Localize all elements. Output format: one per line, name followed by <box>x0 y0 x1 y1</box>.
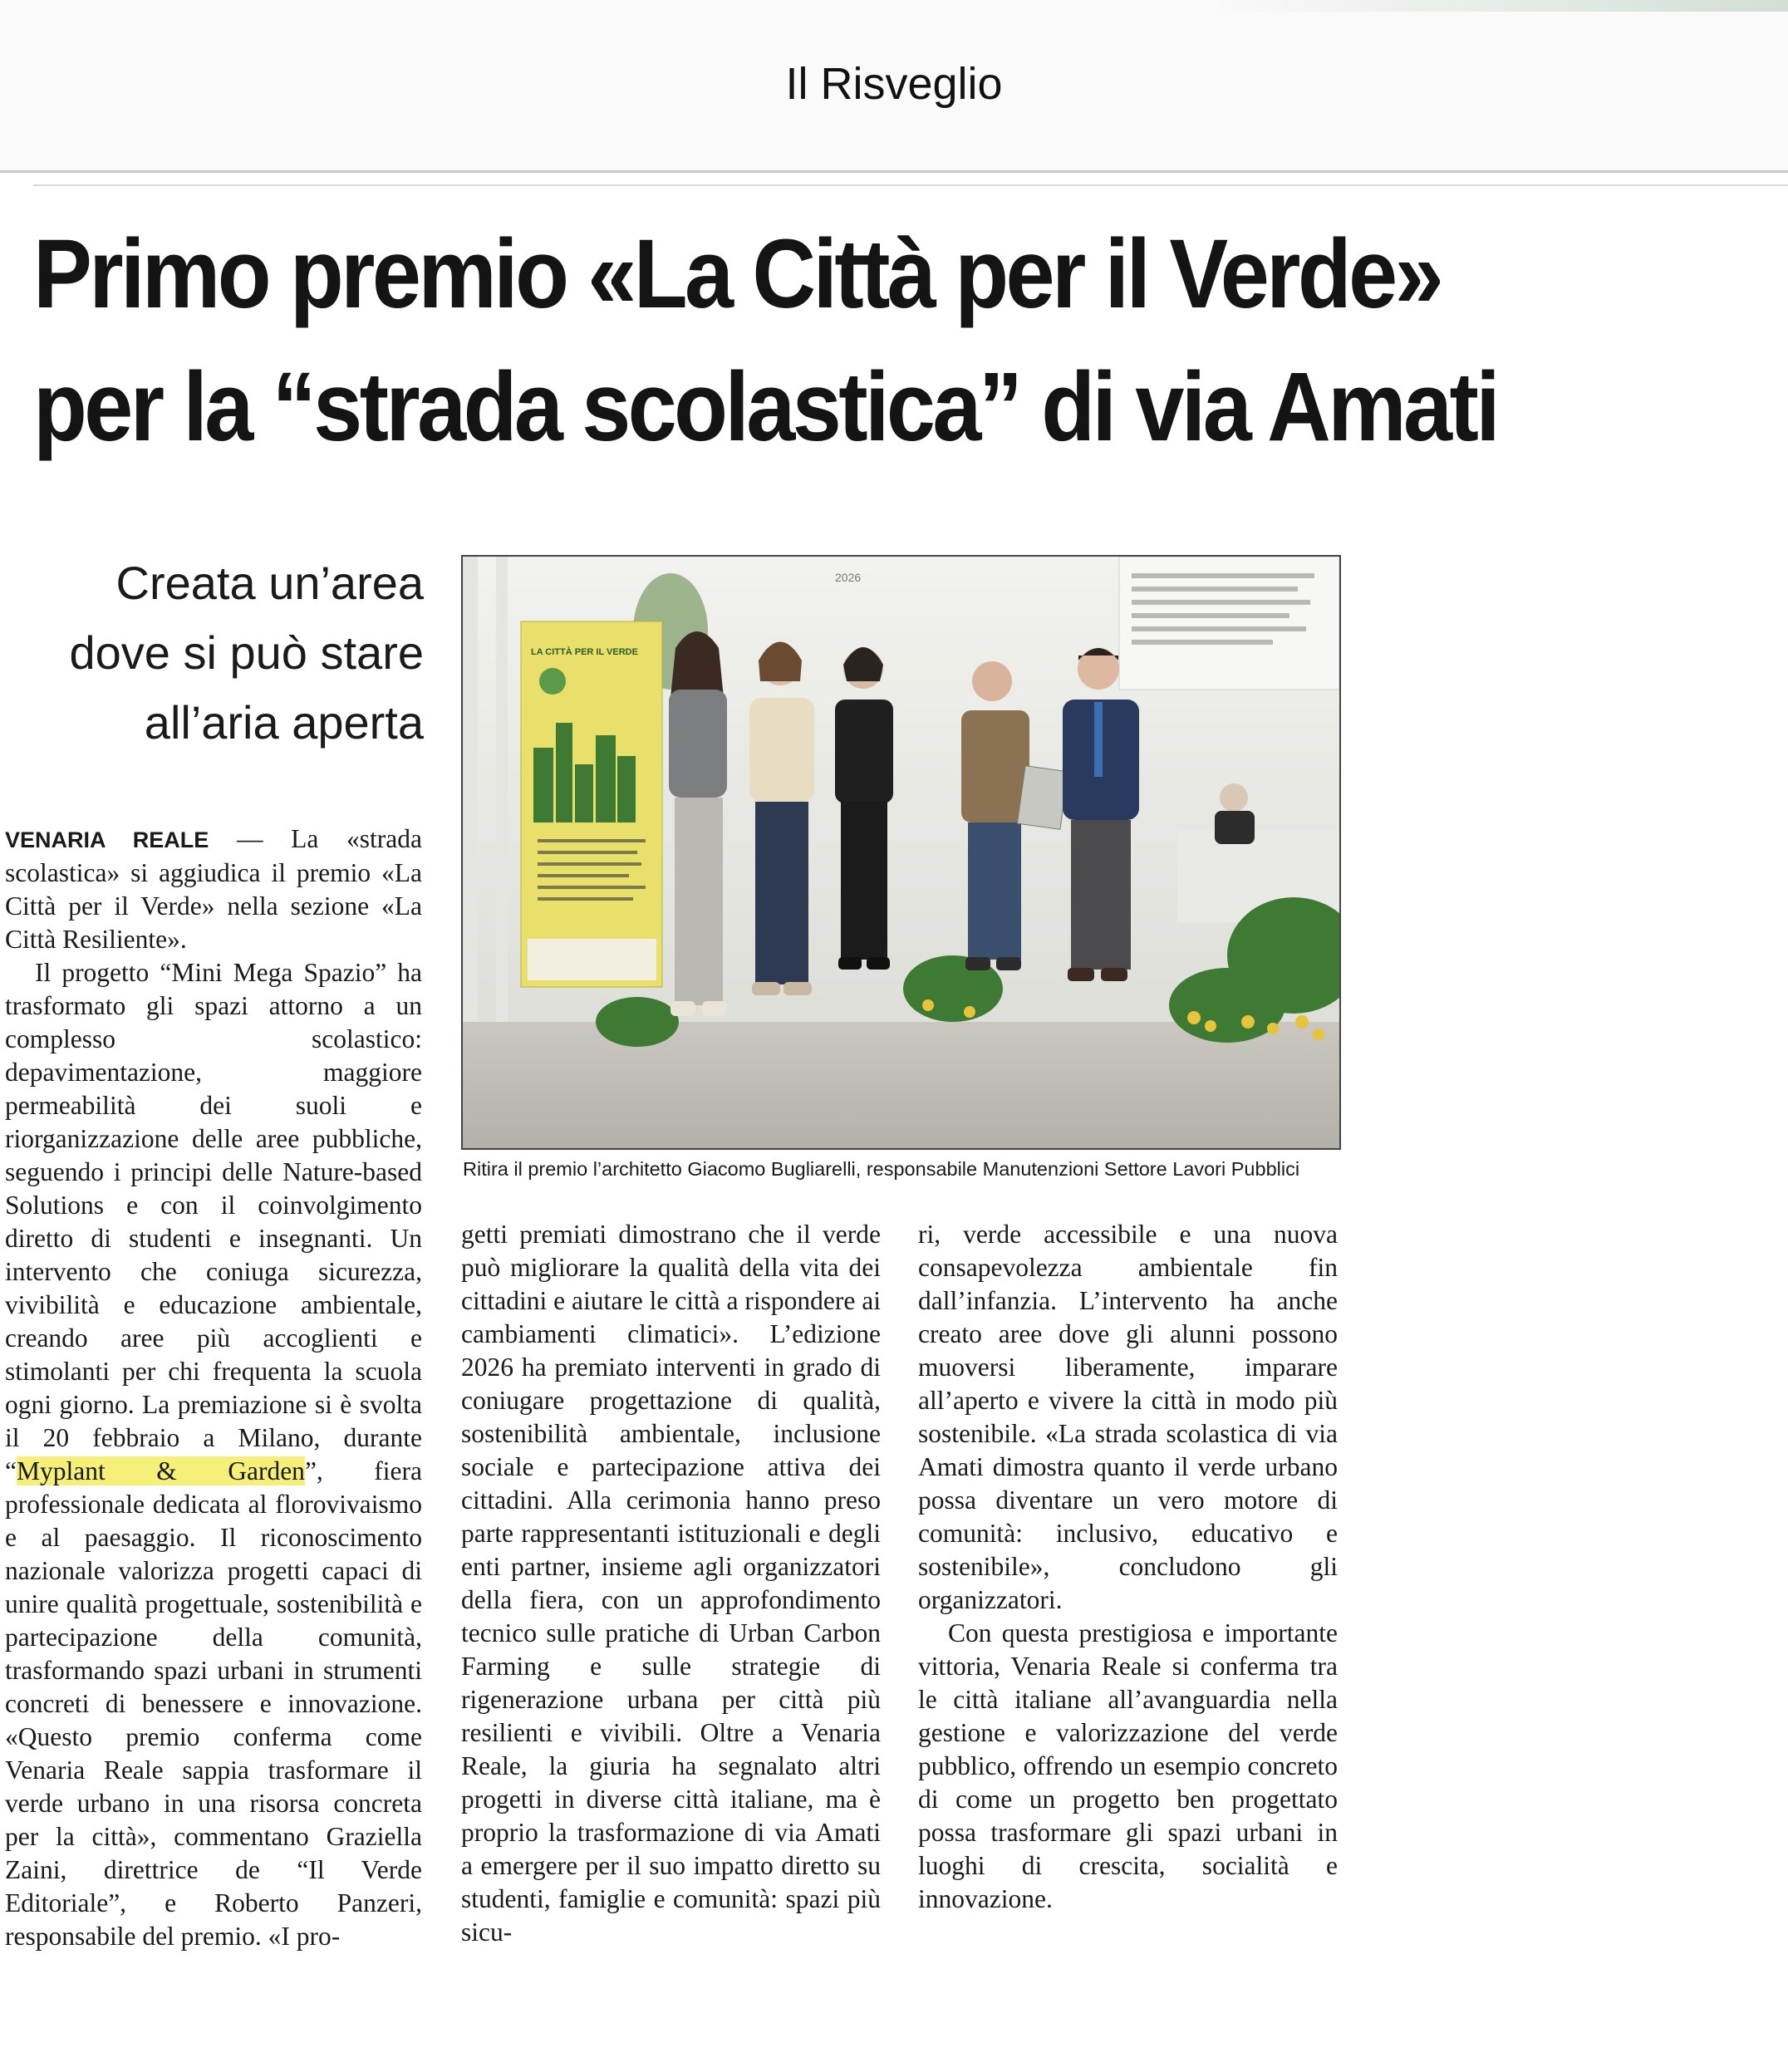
body-text-part-a: Il progetto “Mini Mega Spazio” ha trasformato gli spazi attorno a un complesso scolastico: depavimentazione, maggiore permeabilità dei suoli e riorganizzazione delle aree pubbliche, seguendo i principi delle Nature-based Solutions e con il coinvolgimento diretto di studenti e insegnanti. Un intervento che coniuga sicurezza, vivibilità e educazione ambientale, creando aree più accoglienti e stimolanti per chi frequenta la scuola ogni giorno. La premiazione si è svolta il 20 febbraio a Milano, durante “ <box>5 958 422 1485</box>
award-banner <box>521 621 662 987</box>
body-paragraph: getti premiati dimostrano che il verde può migliorare la qualità della vita dei cittadini e aiutare le città a rispondere ai cambiamenti climatici». L’edizione 2026 ha premiato interventi in grado di coniugare progettazione di qualità, sostenibilità ambientale, inclusione sociale e partecipazione attiva dei cittadini. Alla cerimonia hanno preso parte rappresentanti istituzionali e degli enti partner, insieme agli organizzatori della fiera, con un approfondimento tecnico sulle pratiche di Urban Carbon Farming e sulle strategie di rigenerazione urbana per città più resilienti e vivibili. Oltre a Venaria Reale, la giuria ha segnalato altri progetti in diverse città italiane, ma è proprio la trasformazione di via Amati a emergere per il suo impatto diretto su studenti, famiglie e comunità: spazi più sicu- <box>461 1220 881 1947</box>
article-headline <box>33 208 1604 474</box>
article-column-2 <box>461 1218 881 1949</box>
headline-line-2: per la “strada scolastica” di via Amati <box>33 352 1498 462</box>
article-column-3 <box>918 1218 1338 1916</box>
article-photo <box>461 555 1341 1150</box>
subhead-line-1: Creata un’area <box>115 557 424 609</box>
page-header <box>0 0 1788 170</box>
closing-paragraph: Con questa prestigiosa e importante vittoria, Venaria Reale si conferma tra le città italiane all’avanguardia nella gestione e valorizzazione del verde pubblico, offrendo un esempio concreto di come un progetto ben progettato possa trasformare gli spazi urbani in luoghi di crescita, socialità e innovazione. <box>918 1618 1338 1913</box>
body-paragraph <box>5 956 422 1953</box>
article-column-1 <box>5 822 422 1953</box>
subhead-line-3: all’aria aperta <box>144 696 424 749</box>
article-subhead <box>25 548 424 758</box>
headline-line-1: Primo premio «La Città per il Verde» <box>33 219 1442 329</box>
body-text-part-b: ”, fiera professionale dedicata al florovivaismo e al paesaggio. Il riconoscimento nazionale valorizza progetti capaci di unire qualità progettuale, sostenibilità e partecipazione della comunità, trasformando spazi urbani in strumenti concreti di benessere e innovazione. «Questo premio conferma come Venaria Reale sappia trasformare il verde urbano in una risorsa concreta per la città», commentano Graziella Zaini, direttrice de “Il Verde Editoriale”, e Roberto Panzeri, responsabile del premio. «I pro- <box>5 1456 422 1951</box>
newspaper-source: Il Risveglio <box>785 59 1003 109</box>
subhead-line-2: dove si può stare <box>69 626 424 679</box>
lead-text: — La «strada scolastica» si aggiudica il premio «La Città per il Verde» nella sezione «La Città Resiliente». <box>5 824 422 954</box>
header-shade <box>1206 0 1788 12</box>
article-top-rule <box>33 184 1788 186</box>
body-paragraph: ri, verde accessibile e una nuova consapevolezza ambientale fin dall’infanzia. L’intervento ha anche creato aree dove gli alunni possono muoversi liberamente, imparare all’aperto e vivere la città in modo più sostenibile. «La strada scolastica di via Amati dimostra quanto il verde urbano possa diventare un vero motore di comunità: inclusivo, educativo e sostenibile», concludono gli organizzatori. <box>918 1220 1338 1614</box>
wall-year-text: 2026 <box>835 571 862 584</box>
lead-paragraph <box>5 822 422 956</box>
dateline: VENARIA REALE <box>5 827 209 852</box>
banner-title-text: LA CITTÀ PER IL VERDE <box>531 647 638 657</box>
photo-caption: Ritira il premio l’architetto Giacomo Bugliarelli, responsabile Manutenzioni Settore Lavori Pubblici <box>463 1158 1300 1180</box>
person-1 <box>669 631 727 1016</box>
highlighted-text: Myplant & Garden <box>16 1456 305 1485</box>
header-divider <box>0 170 1788 173</box>
